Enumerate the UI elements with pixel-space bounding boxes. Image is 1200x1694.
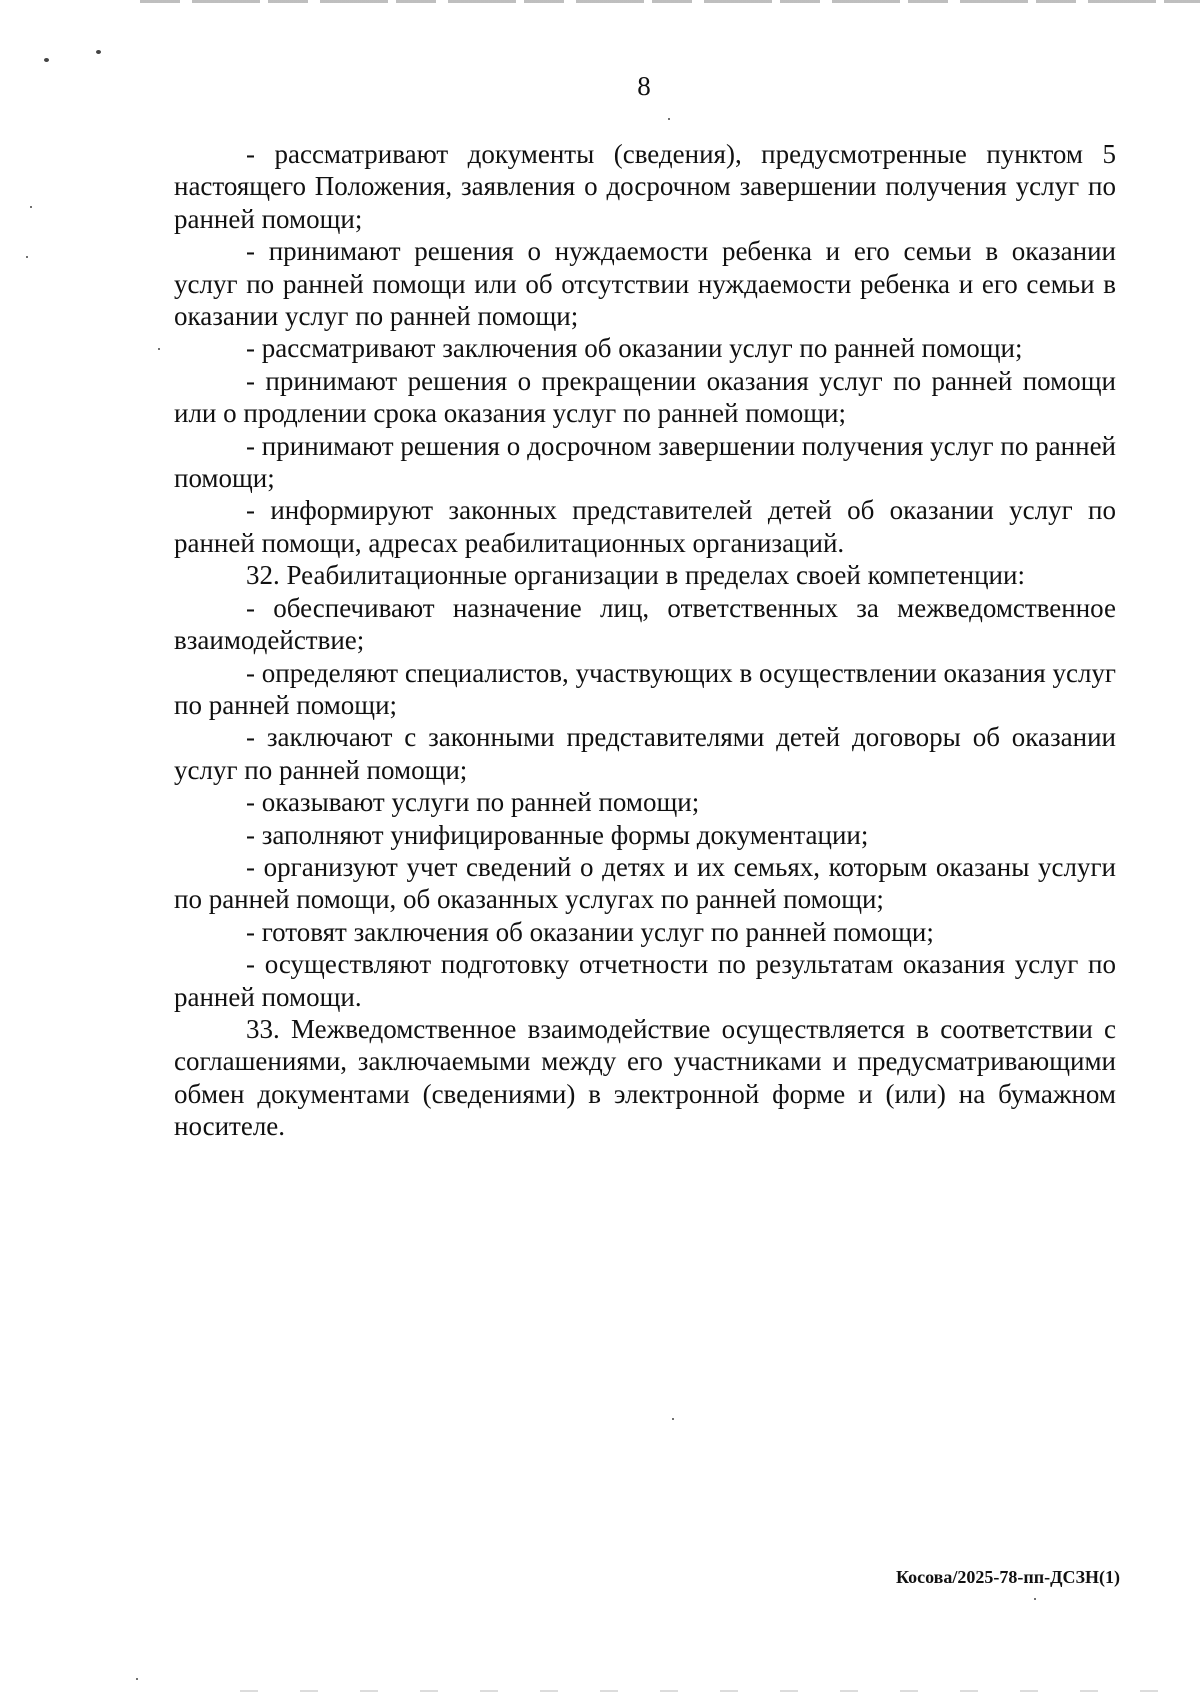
scan-speck bbox=[96, 50, 101, 54]
paragraph: - рассматривают документы (сведения), предусмотренные пунктом 5 настоящего Положения, заявления о досрочном завершении получения услуг по ранней помощи; bbox=[174, 139, 1116, 234]
scan-speck bbox=[136, 1678, 138, 1680]
paragraph: - заполняют унифицированные формы документации; bbox=[246, 819, 869, 850]
scan-edge-bottom bbox=[240, 1690, 1200, 1692]
scan-speck bbox=[668, 118, 670, 120]
paragraph: - осуществляют подготовку отчетности по результатам оказания услуг по ранней помощи. bbox=[174, 949, 1116, 1012]
paragraph: - рассматривают заключения об оказании услуг по ранней помощи; bbox=[246, 333, 1023, 364]
paragraph: - готовят заключения об оказании услуг по ранней помощи; bbox=[246, 916, 934, 947]
paragraph: - принимают решения о прекращении оказания услуг по ранней помощи или о продлении срока оказания услуг по ранней помощи; bbox=[174, 365, 1116, 429]
paragraph: - заключают с законными представителями детей договоры об оказании услуг по ранней помощи; bbox=[174, 722, 1116, 785]
scan-edge-top bbox=[140, 0, 1200, 3]
paragraph: - принимают решения о нуждаемости ребенка и его семьи в оказании услуг по ранней помощи или об отсутствии нуждаемости ребенка и его семьи в оказании услуг по ранней помощи; bbox=[174, 236, 1116, 332]
paragraph: - обеспечивают назначение лиц, ответственных за межведомственное взаимодействие; bbox=[174, 592, 1116, 656]
scan-speck bbox=[30, 206, 32, 208]
document-registration-code: Косова/2025-78-пп-ДСЗН(1) bbox=[895, 1567, 1120, 1587]
paragraph: - оказывают услуги по ранней помощи; bbox=[246, 787, 700, 818]
scan-speck bbox=[44, 58, 49, 62]
paragraph: - определяют специалистов, участвующих в осуществлении оказания услуг по ранней помощи; bbox=[174, 657, 1116, 720]
scan-speck bbox=[26, 256, 28, 258]
paragraph: - информируют законных представителей детей об оказании услуг по ранней помощи, адресах реабилитационных организаций. bbox=[174, 495, 1116, 558]
paragraph: - принимают решения о досрочном завершении получения услуг по ранней помощи; bbox=[174, 430, 1116, 494]
scan-speck bbox=[158, 348, 160, 350]
document-body bbox=[174, 138, 1116, 1143]
scan-speck bbox=[672, 1418, 674, 1420]
section-33: 33. Межведомственное взаимодействие осуществляется в соответствии с соглашениями, заключаемыми между его участниками и предусматривающими обмен документами (сведениями) в электронной форме и (или) на бумажном носителе. bbox=[174, 1013, 1116, 1142]
section-heading-32: 32. Реабилитационные организации в пределах своей компетенции: bbox=[246, 560, 1025, 591]
paragraph: - организуют учет сведений о детях и их семьях, которым оказаны услуги по ранней помощи, об оказанных услугах по ранней помощи; bbox=[174, 851, 1116, 915]
scan-speck bbox=[1034, 1598, 1036, 1600]
page-number: 8 bbox=[637, 71, 651, 101]
